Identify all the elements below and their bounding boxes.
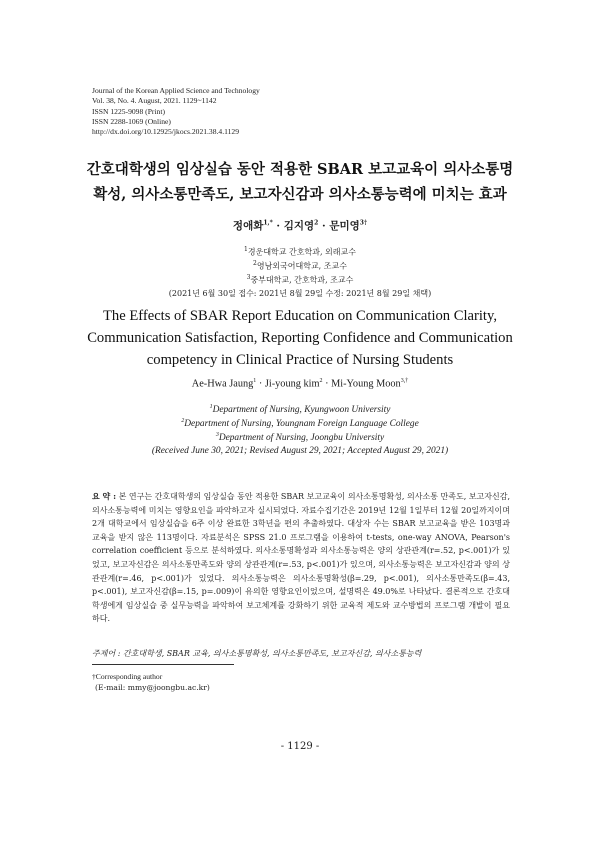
korean-author-1-sup: 1,*: [263, 219, 273, 227]
english-author-sep-2: ·: [322, 378, 332, 390]
abstract: [92, 490, 510, 626]
abstract-text: 본 연구는 간호대학생의 임상실습 동안 적용한 SBAR 보고교육이 의사소통명확성, 의사소통 만족도, 보고자신감, 의사소통능력에 미치는 영향요인을 파악하고자 실시되었다. 자료수집기간은 2019년 12월 1일부터 12월 20일까지이며 2개 대학교에서 임상실습을 6주 이상 완료한 3학년을 편의 추출하였다. 대상자 수는 SBAR 보고교육을 받은 103명과 교육을 받지 않은 113명이다. 자료분석은 SPSS 21.0 프로그램을 이용하여 t-tests, one-way ANOVA, Pearson's correlation coefficient 등으로 분석하였다. 의사소통명확성과 의사소통능력은 양의 상관관계(r=.52, p<.001)가 있었고, 보고자신감은 의사소통만족도와 양의 상관관계(r=.53, p<.001)가 있으며, 의사소통능력은 보고자신감과 양의 상관관계(r=.46, p<.001)가 있었다. 의사소통능력은 의사소통명확성(β=.29, p<.001), 의사소통만족도(β=.43, p<.001), 보고자신감(β=.15, p=.009)이 유의한 영향요인이었으며, 설명력은 49.0%로 나타났다. 결론적으로 간호대학생에게 임상실습 중 실무능력을 파악하여 보고체계를 강화하기 위한 교육적 제도와 교수방법의 프로그램 개발이 필요하다.: [92, 492, 511, 624]
english-title-line-2: Communication Satisfaction, Reporting Confidence and Communication: [87, 330, 513, 346]
english-aff-3-sup: 3: [215, 432, 219, 438]
corresponding-email: (E-mail: mmy@joongbu.ac.kr): [95, 683, 210, 692]
english-aff-2-sup: 2: [181, 418, 185, 424]
korean-aff-3-text: 중부대학교, 간호학과, 조교수: [250, 275, 354, 285]
journal-name: Journal of the Korean Applied Science and Technology: [92, 86, 260, 95]
doi-link[interactable]: http://dx.doi.org/10.12925/jkocs.2021.38.4.1129: [92, 127, 240, 137]
english-author-3: Mi-Young Moon: [331, 378, 401, 390]
english-author-1-sup: 1: [253, 378, 257, 384]
english-aff-3-text: Department of Nursing, Joongbu University: [218, 433, 385, 444]
corresponding-author-note: †Corresponding author: [92, 672, 163, 681]
english-affiliation-1: [0, 404, 600, 415]
english-title-line-1: The Effects of SBAR Report Education on Communication Clarity,: [103, 308, 497, 324]
journal-header: [92, 86, 260, 137]
korean-aff-1-sup: 1: [244, 246, 248, 253]
english-author-sep-1: ·: [256, 378, 265, 390]
english-author-2: Ji-young kim: [264, 378, 320, 390]
korean-author-2: 김지영: [283, 220, 315, 232]
english-aff-1-text: Department of Nursing, Kyungwoon University: [212, 405, 391, 416]
korean-affiliation-3: [0, 274, 600, 286]
korean-author-3-sup: 3†: [359, 219, 368, 227]
korean-title-line-1: 간호대학생의 임상실습 동안 적용한 SBAR 보고교육이 의사소통명: [86, 161, 514, 178]
english-affiliation-2: [0, 418, 600, 429]
issn-print: ISSN 1225-9098 (Print): [92, 106, 165, 116]
korean-aff-2-text: 영남외국어대학교, 조교수: [256, 261, 347, 271]
page-number: - 1129 -: [280, 741, 320, 752]
korean-dates: (2021년 6월 30일 접수: 2021년 8월 29일 수정: 2021년 8월 29일 채택): [168, 289, 432, 298]
english-aff-1-sup: 1: [209, 404, 213, 410]
korean-author-sep-2: ·: [318, 220, 330, 232]
korean-aff-3-sup: 3: [246, 274, 251, 281]
english-aff-2-text: Department of Nursing, Youngnam Foreign Language College: [184, 419, 419, 430]
english-title-line-3: competency in Clinical Practice of Nursing Students: [146, 352, 454, 368]
journal-volume: Vol. 38, No. 4. August, 2021. 1129~1142: [92, 96, 217, 106]
issn-online: ISSN 2288-1069 (Online): [92, 116, 171, 126]
korean-author-3: 문미영: [329, 220, 360, 232]
english-authors: [0, 378, 600, 389]
korean-title-line-2: 확성, 의사소통만족도, 보고자신감과 의사소통능력에 미치는 효과: [93, 186, 507, 203]
korean-affiliation-1: [0, 246, 600, 258]
korean-author-2-sup: 2: [314, 219, 319, 227]
footnote-divider: [92, 664, 234, 665]
english-dates: (Received June 30, 2021; Revised August 29, 2021; Accepted August 29, 2021): [151, 446, 449, 456]
korean-author-1: 정애화: [232, 220, 264, 232]
english-affiliation-3: [0, 432, 600, 443]
korean-aff-1-text: 경운대학교 간호학과, 외래교수: [247, 247, 356, 257]
korean-affiliation-2: [0, 260, 600, 272]
korean-author-sep-1: ·: [272, 220, 284, 232]
korean-aff-2-sup: 2: [253, 260, 257, 267]
english-author-2-sup: 2: [319, 378, 323, 384]
english-author-3-sup: 3,†: [400, 378, 409, 384]
abstract-label: 요 약 :: [92, 491, 117, 501]
keywords: 주제어 : 간호대학생, SBAR 교육, 의사소통명확성, 의사소통만족도, 보고자신감, 의사소통능력: [92, 649, 422, 658]
korean-authors: [0, 218, 600, 233]
english-author-1: Ae-Hwa Jaung: [191, 378, 254, 390]
